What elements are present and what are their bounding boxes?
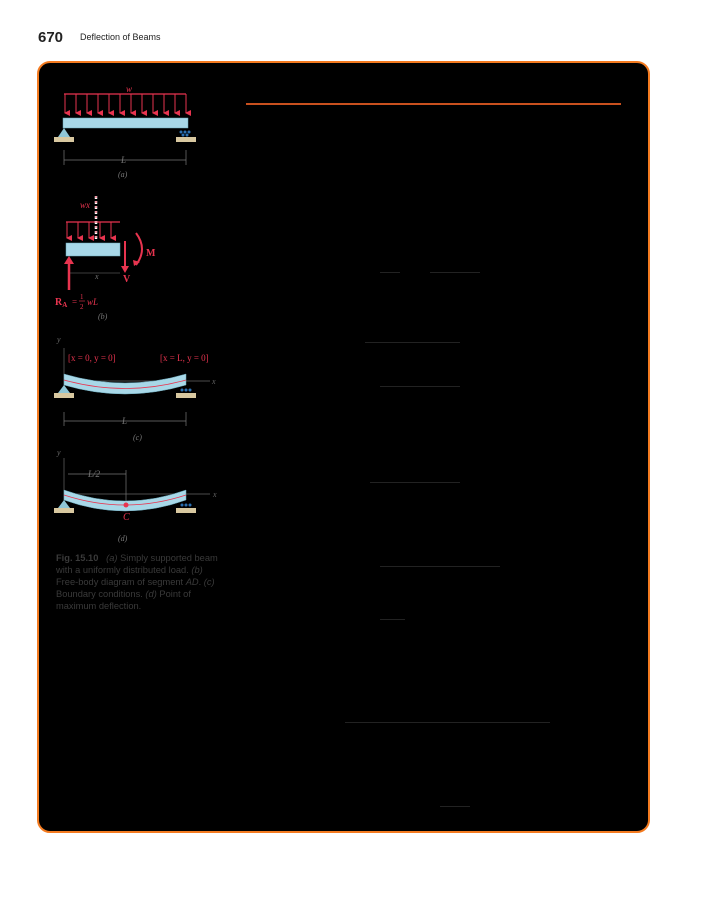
caption-text: Boundary conditions. [56,589,146,599]
section-rule [246,103,621,105]
axis-x-label-d: x [213,490,217,499]
sublabel-a: (a) [118,170,128,179]
span-label-c: L [122,416,128,426]
caption-part: (c) [203,577,215,587]
shear-label: V [123,274,131,285]
caption-part: (b) [191,565,203,575]
bc-right: [x = L, y = 0] [160,353,209,363]
sublabel-d: (d) [118,534,128,543]
figure-caption [56,552,226,612]
axis-y-label: y [57,335,61,344]
load-label-w: w [126,84,133,94]
sublabel-c: (c) [133,433,142,442]
dim-x: x [95,272,99,281]
fraction-bar [380,386,460,387]
point-c-label: C [123,512,130,523]
reaction-symbol: R [55,297,63,308]
caption-text: Free-body diagram of segment [56,577,186,587]
caption-part: AD [185,577,199,587]
distributed-load-label: wx [80,200,90,210]
fraction-bar [440,806,470,807]
bc-left: [x = 0, y = 0] [68,353,116,363]
half-denominator: 2 [80,303,84,311]
span-label: L [121,155,127,165]
fraction-bar [370,482,460,483]
caption-part: (d) [145,589,157,599]
fraction-bar [345,722,550,723]
caption-fig-label: Fig. 15.10 [56,553,99,563]
caption-text: Simply supported beam with a uniformly distributed load. [56,553,218,575]
caption-part: (a) [106,553,118,563]
fraction-bar [430,272,480,273]
fraction-bar [380,566,500,567]
fraction-bar [365,342,460,343]
fraction-bar [380,619,405,620]
running-title: Deflection of Beams [80,32,161,42]
reaction-equals: = [72,297,78,307]
half-span-label: L/2 [88,469,101,479]
sublabel-b: (b) [98,312,108,321]
moment-label: M [146,248,156,259]
fraction-bar [380,272,400,273]
caption-text: . [198,577,204,587]
page-number: 670 [38,29,64,46]
reaction-subscript: A [62,301,68,309]
caption-text: Point of maximum deflection. [56,589,191,611]
reaction-tail: wL [87,297,99,307]
axis-y-label-d: y [57,448,61,457]
axis-x-label: x [212,377,216,386]
content-panel [37,61,650,833]
half-numerator: 1 [80,293,84,301]
